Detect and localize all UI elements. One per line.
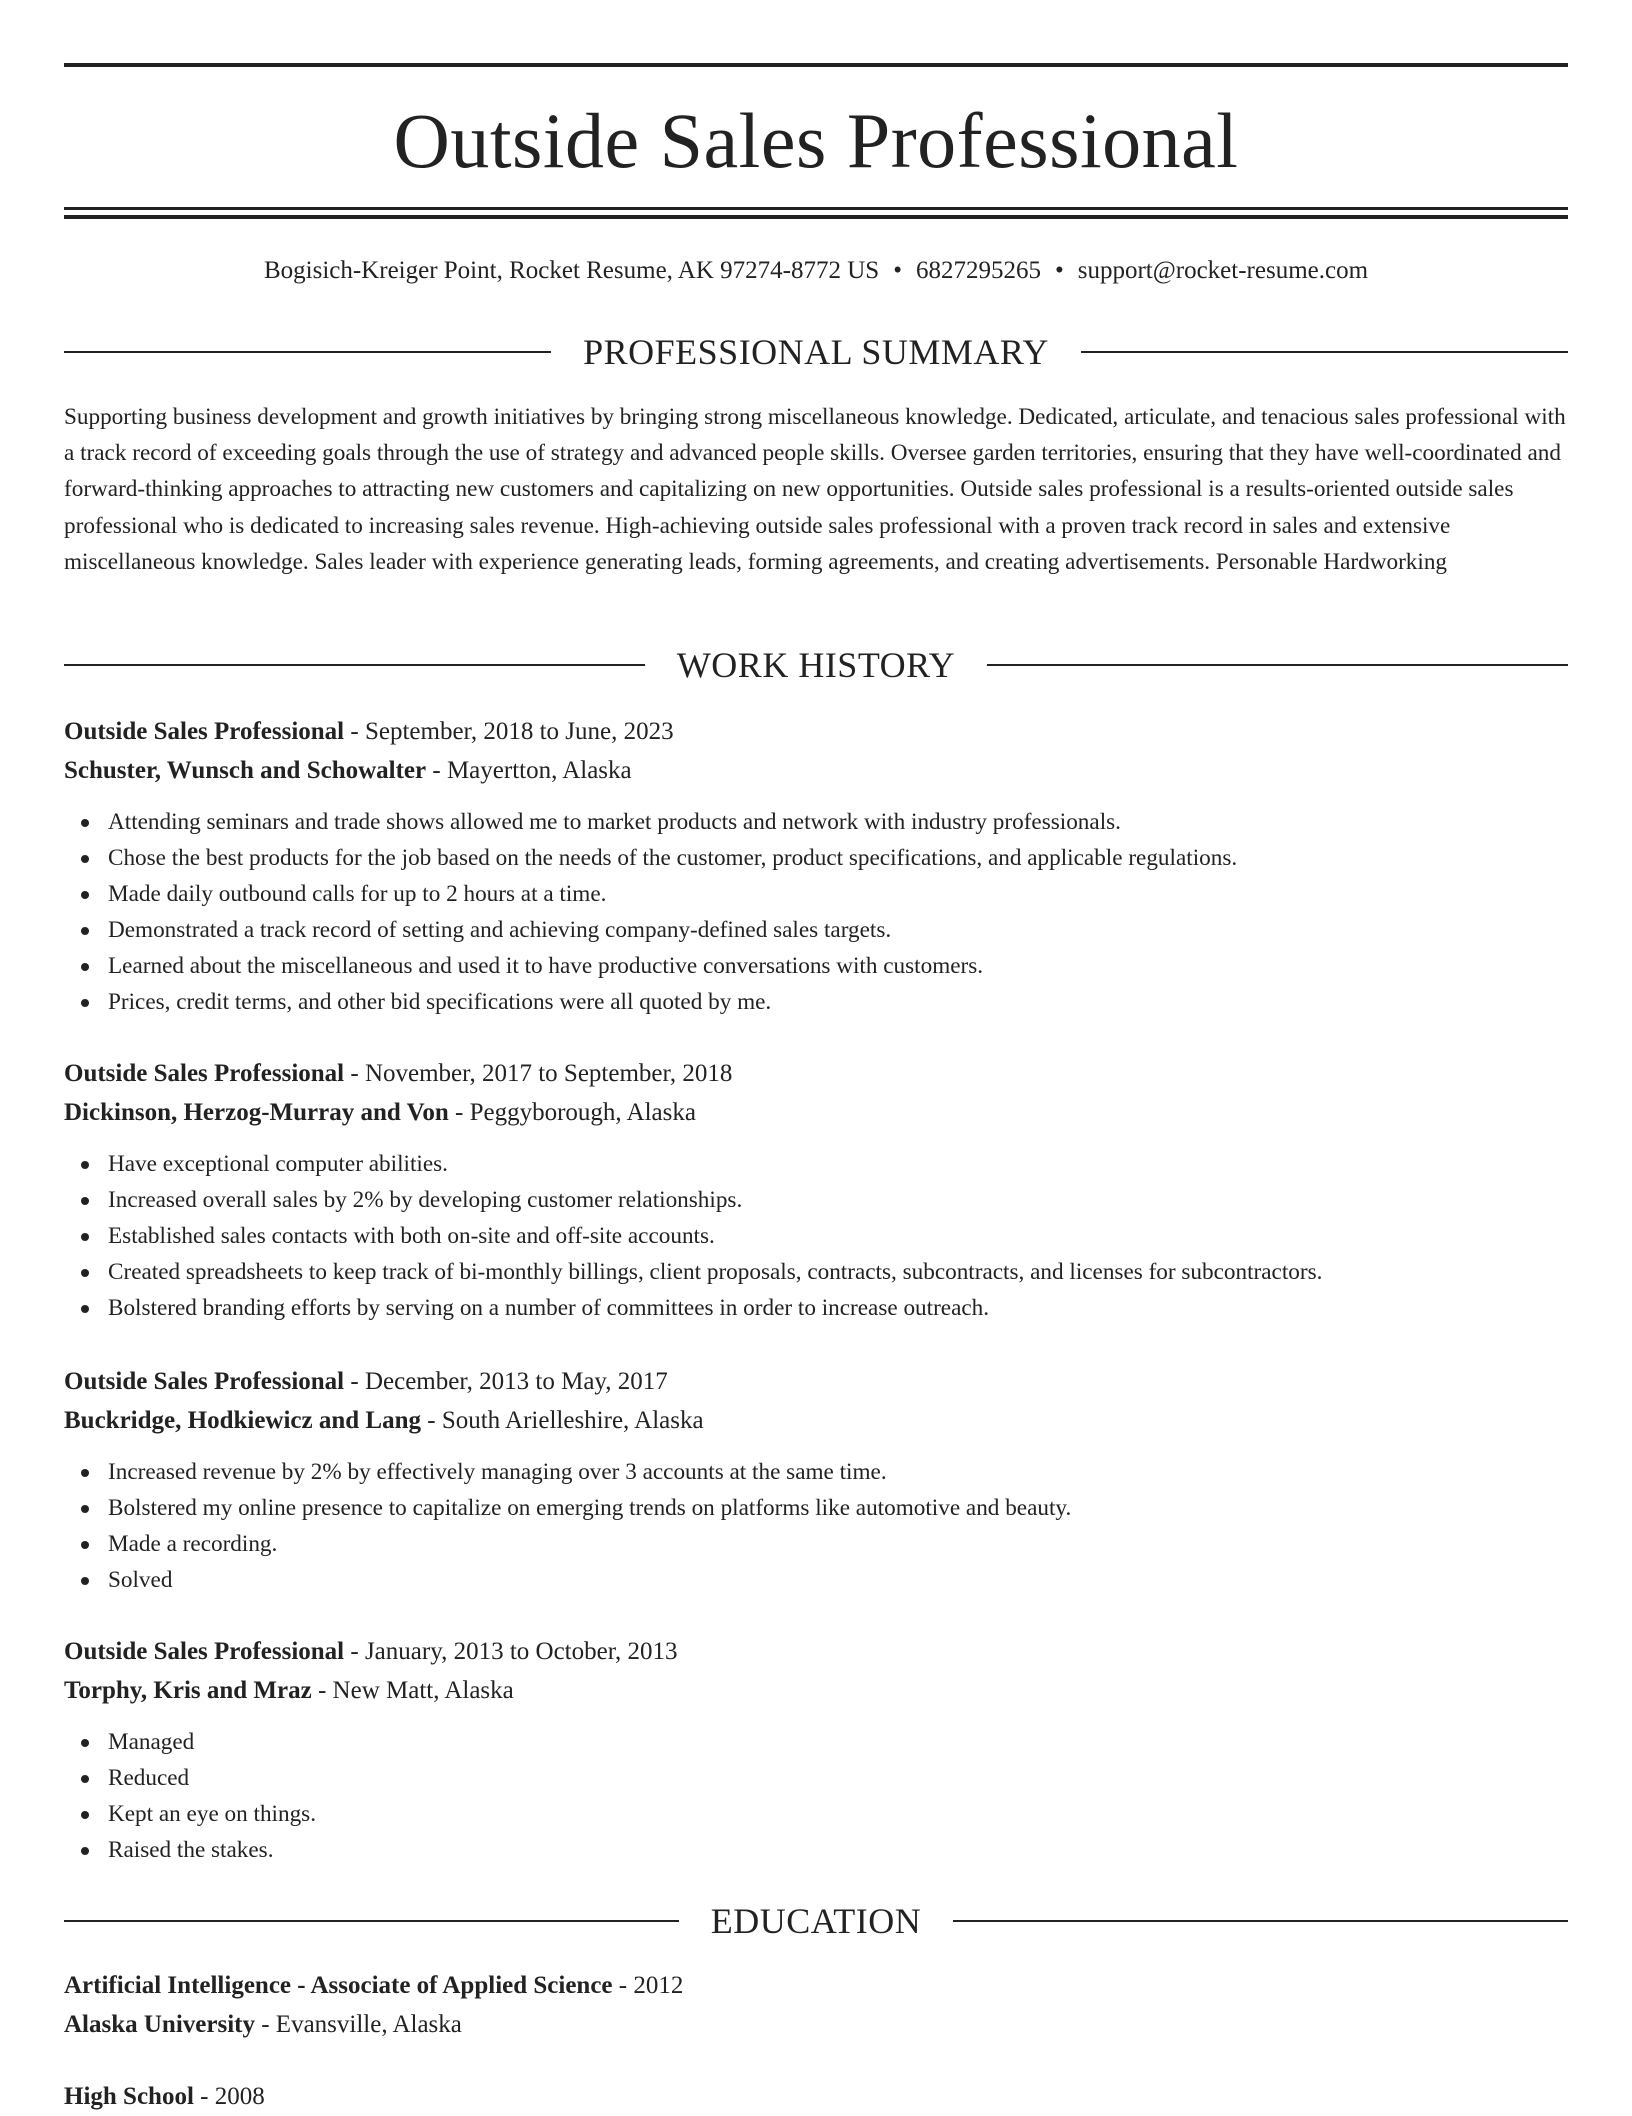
job-bullet: Bolstered my online presence to capitalize on emerging trends on platforms like automotive and beauty. xyxy=(108,1490,1568,1526)
job-bullet: Demonstrated a track record of setting and achieving company-defined sales targets. xyxy=(108,912,1568,948)
section-heading-label: EDUCATION xyxy=(710,1901,922,1941)
section-heading-work xyxy=(64,643,1568,687)
job-bullets xyxy=(64,804,1568,1020)
job-bullet: Attending seminars and trade shows allowed me to market products and network with industry professionals. xyxy=(108,804,1568,840)
heading-rule-left xyxy=(64,351,551,353)
job-bullet: Prices, credit terms, and other bid specifications were all quoted by me. xyxy=(108,984,1568,1020)
job-bullets xyxy=(64,1724,1568,1868)
job-dates: - December, 2013 to May, 2017 xyxy=(344,1368,668,1395)
job-dates: - January, 2013 to October, 2013 xyxy=(344,1638,678,1665)
contact-separator: • xyxy=(1054,257,1064,284)
contact-phone: 6827295265 xyxy=(915,257,1041,284)
job-company: Schuster, Wunsch and Schowalter xyxy=(64,757,427,784)
job-company-line xyxy=(64,751,1568,790)
education-degree: High School xyxy=(64,2083,194,2110)
job-dates: - November, 2017 to September, 2018 xyxy=(344,1060,733,1087)
job-bullet: Established sales contacts with both on-site and off-site accounts. xyxy=(108,1218,1568,1254)
job-dates: - September, 2018 to June, 2023 xyxy=(344,718,674,745)
job-bullet: Chose the best products for the job based on the needs of the customer, product specifications, and applicable regulations. xyxy=(108,840,1568,876)
job-title-line xyxy=(64,1054,1568,1093)
job-bullet: Created spreadsheets to keep track of bi-monthly billings, client proposals, contracts, subcontracts, and licenses for subcontractors. xyxy=(108,1254,1568,1290)
job-location: - Mayertton, Alaska xyxy=(426,757,632,784)
contact-line xyxy=(64,254,1568,288)
job-bullet: Managed xyxy=(108,1724,1568,1760)
job-title-line xyxy=(64,1632,1568,1671)
education-entry xyxy=(64,1966,1568,2044)
job-title: Outside Sales Professional xyxy=(64,1638,345,1665)
job-bullet: Bolstered branding efforts by serving on a number of committees in order to increase outreach. xyxy=(108,1290,1568,1326)
job-entry xyxy=(64,1054,1568,1326)
heading-rule-right xyxy=(987,664,1568,666)
job-company: Buckridge, Hodkiewicz and Lang xyxy=(64,1407,421,1434)
education-degree: Artificial Intelligence - Associate of Applied Science xyxy=(64,1972,613,1999)
job-entry xyxy=(64,712,1568,1020)
job-bullet: Learned about the miscellaneous and used it to have productive conversations with customers. xyxy=(108,948,1568,984)
job-bullet: Increased revenue by 2% by effectively managing over 3 accounts at the same time. xyxy=(108,1454,1568,1490)
heading-rule-right xyxy=(953,1920,1568,1922)
job-bullet: Kept an eye on things. xyxy=(108,1796,1568,1832)
job-company-line xyxy=(64,1093,1568,1132)
job-bullet: Made a recording. xyxy=(108,1526,1568,1562)
education-location: - Evansville, Alaska xyxy=(254,2011,462,2038)
job-company-line xyxy=(64,1671,1568,1710)
resume-title: Outside Sales Professional xyxy=(393,97,1239,184)
education-entry xyxy=(64,2077,1568,2116)
job-company: Dickinson, Herzog-Murray and Von xyxy=(64,1099,449,1126)
job-location: - New Matt, Alaska xyxy=(311,1677,514,1704)
heading-rule-left xyxy=(64,1920,679,1922)
job-bullet: Made daily outbound calls for up to 2 hours at a time. xyxy=(108,876,1568,912)
job-title: Outside Sales Professional xyxy=(64,1368,345,1395)
job-bullet: Raised the stakes. xyxy=(108,1832,1568,1868)
contact-address: Bogisich-Kreiger Point, Rocket Resume, AK 97274-8772 US xyxy=(263,257,880,284)
job-bullet: Have exceptional computer abilities. xyxy=(108,1146,1568,1182)
job-bullet: Solved xyxy=(108,1562,1568,1598)
section-heading-summary xyxy=(64,330,1568,374)
education-year: - 2008 xyxy=(193,2083,265,2110)
job-company: Torphy, Kris and Mraz xyxy=(64,1677,312,1704)
job-bullets xyxy=(64,1146,1568,1326)
job-title: Outside Sales Professional xyxy=(64,1060,345,1087)
heading-rule-left xyxy=(64,664,645,666)
job-bullets xyxy=(64,1454,1568,1598)
section-heading-label: WORK HISTORY xyxy=(676,645,956,685)
section-heading-education xyxy=(64,1899,1568,1943)
top-rule xyxy=(64,63,1568,67)
job-bullet: Increased overall sales by 2% by developing customer relationships. xyxy=(108,1182,1568,1218)
section-heading-label: PROFESSIONAL SUMMARY xyxy=(583,332,1049,372)
summary-text: Supporting business development and growth initiatives by bringing strong miscellaneous knowledge. Dedicated, articulate, and tenacious sales professional with a track record of exceeding goals through the use of strategy and advanced people skills. Oversee garden territories, ensuring that they have well-coordinated and forward-thinking approaches to attracting new customers and capitalizing on new opportunities. Outside sales professional is a results-oriented outside sales professional who is dedicated to increasing sales revenue. High-achieving outside sales professional with a proven track record in sales and extensive miscellaneous knowledge. Sales leader with experience generating leads, forming agreements, and creating advertisements. Personable Hardworking xyxy=(64,404,1566,575)
job-location: - South Arielleshire, Alaska xyxy=(421,1407,704,1434)
job-company-line xyxy=(64,1401,1568,1440)
title-double-rule xyxy=(64,207,1568,219)
job-location: - Peggyborough, Alaska xyxy=(448,1099,696,1126)
job-bullet: Reduced xyxy=(108,1760,1568,1796)
job-entry xyxy=(64,1362,1568,1598)
education-degree-line xyxy=(64,1966,1568,2005)
job-title-line xyxy=(64,1362,1568,1401)
job-title: Outside Sales Professional xyxy=(64,718,345,745)
education-degree-line xyxy=(64,2077,1568,2116)
education-school-line xyxy=(64,2005,1568,2044)
contact-separator: • xyxy=(893,257,902,284)
job-title-line xyxy=(64,712,1568,751)
heading-rule-right xyxy=(1081,351,1568,353)
education-year: - 2012 xyxy=(612,1972,684,1999)
job-entry xyxy=(64,1632,1568,1868)
contact-email: support@rocket-resume.com xyxy=(1077,257,1369,284)
education-school: Alaska University xyxy=(64,2011,255,2038)
